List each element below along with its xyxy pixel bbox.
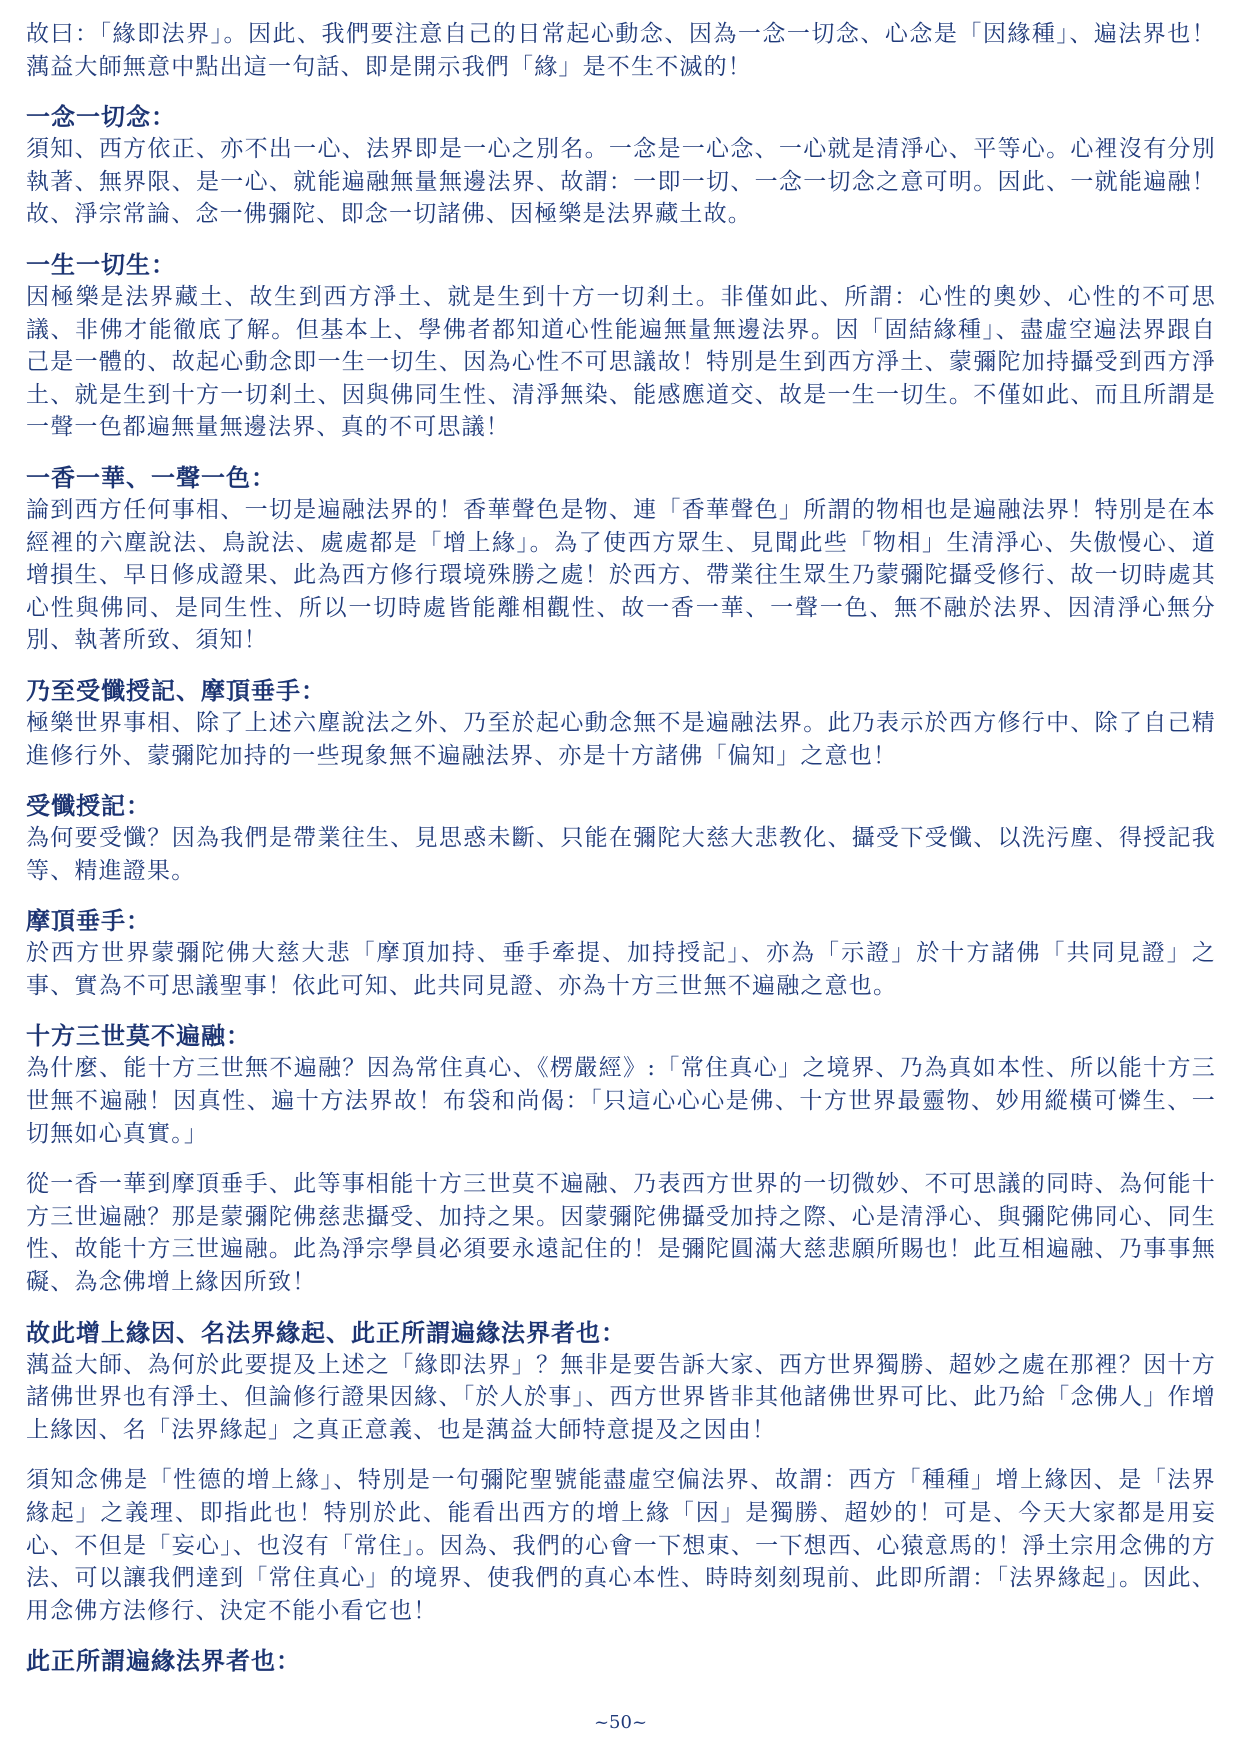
section-heading: 乃至受懺授記、摩頂垂手： [26,675,326,705]
section-heading: 一念一切念： [26,102,176,132]
section-heading: 一生一切生： [26,249,176,279]
paragraph: 須知、西方依正、亦不出一心、法界即是一心之別名。一念是一心念、一心就是清淨心、平等心。心裡沒有分別執著、無界限、是一心、就能遍融無量無邊法界、故謂：一即一切、一念一切念之意可明。因此、一就能遍融！故、淨宗常論、念一佛彌陀、即念一切諸佛、因極樂是法界藏土故。 [26,136,1216,228]
section-heading: 故此增上緣因、名法界緣起、此正所謂遍緣法界者也： [26,1317,626,1347]
page-number: ~50~ [593,1712,648,1733]
paragraph: 故曰：「緣即法界」。因此、我們要注意自己的日常起心動念、因為一念一切念、心念是「因緣種」、遍法界也！蕅益大師無意中點出這一句話、即是開示我們「緣」是不生不滅的！ [26,21,1216,80]
paragraph: 因極樂是法界藏土、故生到西方淨土、就是生到十方一切剎土。非僅如此、所謂：心性的奧妙、心性的不可思議、非佛才能徹底了解。但基本上、學佛者都知道心性能遍無量無邊法界。因「固結緣種」、盡虛空遍法界跟自己是一體的、故起心動念即一生一切生、因為心性不可思議故！特別是生到西方淨土、蒙彌陀加持攝受到西方淨土、就是生到十方一切剎土、因與佛同生性、清淨無染、能感應道交、故是一生一切生。不僅如此、而且所謂是一聲一色都遍無量無邊法界、真的不可思議！ [26,283,1216,441]
section-heading: 十方三世莫不遍融： [26,1021,251,1051]
document-body [26,18,1216,1677]
paragraph: 論到西方任何事相、一切是遍融法界的！香華聲色是物、連「香華聲色」所謂的物相也是遍融法界！特別是在本經裡的六塵說法、鳥說法、處處都是「增上緣」。為了使西方眾生、見聞此些「物相」生清淨心、失傲慢心、道增損生、早日修成證果、此為西方修行環境殊勝之處！於西方、帶業往生眾生乃蒙彌陀攝受修行、故一切時處其心性與佛同、是同生性、所以一切時處皆能離相觀性、故一香一華、一聲一色、無不融於法界、因清淨心無分別、執著所致、須知！ [26,496,1216,654]
paragraph: 為什麼、能十方三世無不遍融？因為常住真心、《楞嚴經》:「常住真心」之境界、乃為真如本性、所以能十方三世無不遍融！因真性、遍十方法界故！布袋和尚偈：「只這心心心是佛、十方世界最靈物、妙用縱橫可憐生、一切無如心真實。」 [26,1055,1216,1147]
section-heading: 一香一華、一聲一色： [26,462,276,492]
section-heading: 受懺授記： [26,791,151,821]
paragraph: 從一香一華到摩頂垂手、此等事相能十方三世莫不遍融、乃表西方世界的一切微妙、不可思議的同時、為何能十方三世遍融？那是蒙彌陀佛慈悲攝受、加持之果。因蒙彌陀佛攝受加持之際、心是清淨心、與彌陀佛同心、同生性、故能十方三世遍融。此為淨宗學員必須要永遠記住的！是彌陀圓滿大慈悲願所賜也！此互相遍融、乃事事無礙、為念佛增上緣因所致！ [26,1171,1216,1296]
paragraph: 蕅益大師、為何於此要提及上述之「緣即法界」？無非是要告訴大家、西方世界獨勝、超妙之處在那裡？因十方諸佛世界也有淨土、但論修行證果因緣、「於人於事」、西方世界皆非其他諸佛世界可比、此乃給「念佛人」作增上緣因、名「法界緣起」之真正意義、也是蕅益大師特意提及之因由！ [26,1351,1216,1443]
paragraph: 極樂世界事相、除了上述六塵說法之外、乃至於起心動念無不是遍融法界。此乃表示於西方修行中、除了自己精進修行外、蒙彌陀加持的一些現象無不遍融法界、亦是十方諸佛「偏知」之意也！ [26,709,1216,769]
section-heading: 摩頂垂手： [26,906,151,936]
paragraph: 須知念佛是「性德的增上緣」、特別是一句彌陀聖號能盡虛空偏法界、故謂：西方「種種」增上緣因、是「法界緣起」之義理、即指此也！特別於此、能看出西方的增上緣「因」是獨勝、超妙的！可是、今天大家都是用妄心、不但是「妄心」、也沒有「常住」。因為、我們的心會一下想東、一下想西、心猿意馬的！淨土宗用念佛的方法、可以讓我們達到「常住真心」的境界、使我們的真心本性、時時刻刻現前、此即所謂：「法界緣起」。因此、用念佛方法修行、決定不能小看它也！ [26,1467,1216,1624]
paragraph: 於西方世界蒙彌陀佛大慈大悲「摩頂加持、垂手牽提、加持授記」、亦為「示證」於十方諸佛「共同見證」之事、實為不可思議聖事！依此可知、此共同見證、亦為十方三世無不遍融之意也。 [26,940,1216,999]
paragraph: 為何要受懺？因為我們是帶業往生、見思惑未斷、只能在彌陀大慈大悲教化、攝受下受懺、以洗污塵、得授記我等、精進證果。 [26,825,1216,884]
section-heading: 此正所謂遍緣法界者也： [26,1646,301,1676]
